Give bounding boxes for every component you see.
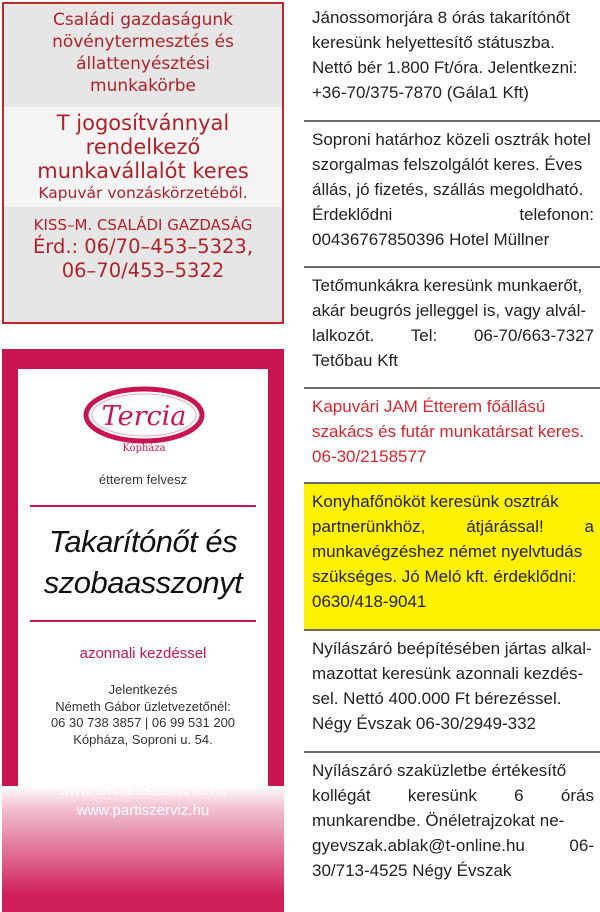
ad-line: Jánossomorjára 8 órás takarítónőt: [312, 8, 570, 27]
ad-line: mazottat keresünk azonnali kezdés-: [312, 664, 584, 683]
classified-ad: [304, 268, 600, 389]
ad-line: partnerünkhöz, átjárással! a: [312, 517, 594, 536]
tercia-logo-place: Kópháza: [122, 443, 166, 454]
farm-phone-2: 06–70/453–5322: [61, 259, 225, 282]
ad-line: szükséges. Jó Meló kft. érdeklődni:: [312, 567, 577, 586]
tercia-ad-panel: [18, 369, 268, 786]
ad-line: Soproni határhoz közeli osztrák hotel: [312, 130, 591, 149]
classified-ad-highlighted-yellow: [304, 484, 600, 631]
classifieds-column: [304, 0, 600, 903]
ad-line: gyevszak.ablak@t-online.hu 06-: [312, 836, 594, 855]
ad-line: keresünk helyettesítő státuszba.: [312, 33, 555, 52]
ad-line: akár beugrós jelleggel is, vagy alvál-: [312, 301, 587, 320]
tercia-apply-line: Németh Gábor üzletvezetőnél:: [55, 698, 231, 714]
ad-line: kollégát keresünk 6 órás: [312, 786, 594, 805]
farm-phone-1: Érd.: 06/70–453–5323,: [32, 235, 254, 258]
tercia-logo-name: Tercia: [101, 401, 187, 432]
tercia-headline-line: Takarítónőt és: [48, 524, 238, 559]
ad-line: Nyílászáró beépítésében jártas alkal-: [312, 639, 592, 658]
ad-line: Kapuvári JAM Étterem főállású: [312, 397, 546, 416]
ad-line: 00436767850396 Hotel Müllner: [312, 230, 550, 249]
ad-line: Nyílászáró szaküzletbe értékesítő: [312, 761, 567, 780]
farm-region: Kapuvár vonzáskörzetéből.: [38, 184, 248, 202]
ad-line: Tetőbau Kft: [312, 351, 399, 370]
farm-intro-line: állattenyésztési: [76, 54, 210, 74]
tercia-websites: [2, 781, 284, 821]
tercia-headline: [18, 521, 268, 603]
classified-ad: [304, 122, 600, 268]
divider: [30, 505, 256, 507]
farm-intro-line: munkakörbe: [90, 76, 196, 96]
divider: [30, 620, 256, 622]
tercia-apply-line: Kópháza, Soproni u. 54.: [73, 731, 213, 747]
tercia-apply: [18, 682, 268, 748]
classified-ad-highlighted-red: [304, 389, 600, 484]
ad-line: munkarendbe. Önéletrajzokat ne-: [312, 811, 565, 830]
farm-headline-line: T jogosítvánnyal: [56, 111, 230, 135]
ad-line: Nettó bér 1.800 Ft/óra. Jelentkezni:: [312, 58, 578, 77]
ad-line: 06-30/2158577: [312, 447, 427, 466]
ad-line: 30/713-4525 Négy Évszak: [312, 861, 512, 880]
tercia-logo: [80, 381, 208, 459]
ad-line: lalkozót. Tel: 06-70/663-7327: [312, 326, 594, 345]
ad-line: Konyhafőnököt keresünk osztrák: [312, 492, 559, 511]
tercia-job-ad: [2, 349, 284, 912]
tercia-start: azonnali kezdéssel: [79, 645, 207, 662]
ad-line: szorgalmas felszolgálót keres. Éves: [312, 155, 583, 174]
ad-line: Négy Évszak 06-30/2949-332: [312, 714, 536, 733]
classified-ad: [304, 631, 600, 753]
farm-ad-contact: [4, 207, 282, 283]
farm-intro-line: Családi gazdaságunk: [52, 10, 233, 30]
ad-line: +36-70/375-7870 (Gála1 Kft): [312, 83, 529, 102]
tercia-headline-line: szobaasszonyt: [43, 565, 243, 600]
farm-headline-line: rendelkező: [85, 135, 201, 159]
farm-intro-line: növénytermesztés és: [52, 32, 234, 52]
classified-ad: [304, 753, 600, 903]
tercia-apply-line: 06 30 738 3857 | 06 99 531 200: [50, 715, 236, 730]
tercia-website-link[interactable]: www.terciarestaurants.hu: [58, 782, 228, 799]
tercia-hiring: étterem felvesz: [98, 472, 188, 487]
ad-line: Érdeklődni telefonon:: [312, 205, 594, 224]
classified-ad: [304, 0, 600, 122]
ad-line: munkavégzéshez német nyelvtudás: [312, 542, 583, 561]
tercia-website-link[interactable]: www.partiszerviz.hu: [76, 802, 210, 819]
farm-job-ad: [2, 2, 284, 324]
ad-line: Tetőmunkákra keresünk munkaerőt,: [312, 276, 583, 295]
tercia-apply-line: Jelentkezés: [108, 682, 178, 697]
farm-name: KISS–M. CSALÁDI GAZDASÁG: [33, 216, 253, 234]
farm-ad-headline: [4, 107, 282, 207]
ad-line: 0630/418-9041: [312, 592, 427, 611]
ad-line: sel. Nettó 400.000 Ft bérezéssel.: [312, 689, 562, 708]
ad-line: szakács és futár munkatársat keres.: [312, 422, 585, 441]
farm-ad-intro: [4, 4, 282, 107]
farm-headline-line: munkavállalót keres: [37, 159, 249, 183]
ad-line: állás, jó fizetés, szállás megoldható.: [312, 180, 584, 199]
